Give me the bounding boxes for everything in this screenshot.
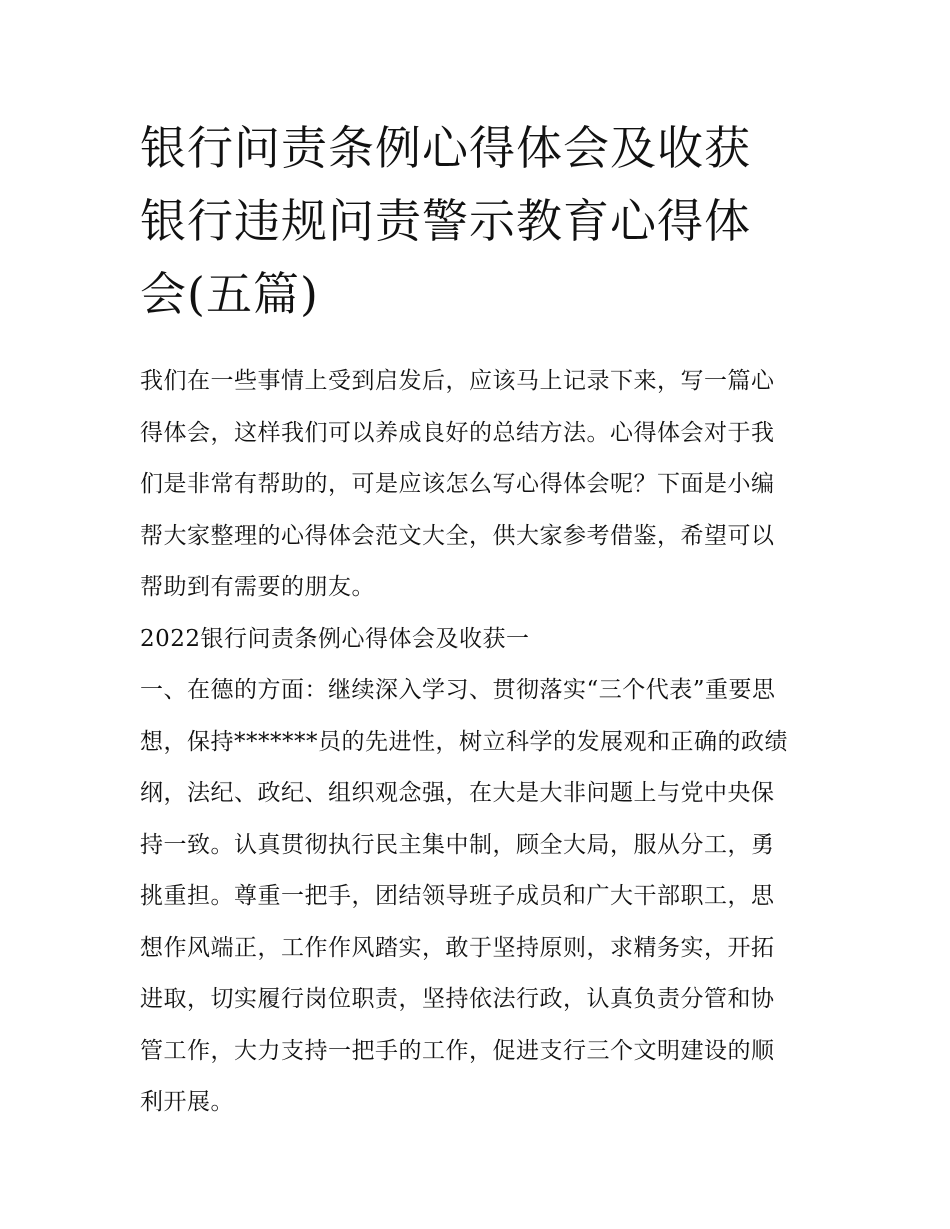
document-title bbox=[140, 112, 820, 331]
document-body bbox=[140, 356, 815, 1129]
title-line: 银行问责条例心得体会及收获 bbox=[140, 121, 751, 175]
text-line: 管工作，大力支持一把手的工作，促进支行三个文明建设的顺 bbox=[140, 1037, 775, 1064]
text-line: 利开展。 bbox=[140, 1089, 234, 1115]
text-line: 纲，法纪、政纪、组织观念强，在大是大非问题上与党中央保 bbox=[140, 780, 775, 806]
text-line: 挑重担。尊重一把手，团结领导班子成员和广大干部职工，思 bbox=[140, 883, 775, 909]
title-line: 会(五篇) bbox=[140, 267, 319, 321]
text-line: 我们在一些事情上受到启发后，应该马上记录下来，写一篇心 bbox=[140, 368, 775, 394]
section-heading bbox=[140, 614, 815, 666]
text-line: 一、在德的方面：继续深入学习、贯彻落实“三个代表”重要思 bbox=[140, 677, 776, 703]
section-paragraph bbox=[140, 665, 815, 1129]
section-heading-text: 2022银行问责条例心得体会及收获一 bbox=[140, 625, 530, 652]
text-line: 想，保持*******员的先进性，树立科学的发展观和正确的政绩 bbox=[140, 728, 788, 755]
intro-paragraph bbox=[140, 356, 815, 614]
text-line: 持一致。认真贯彻执行民主集中制，顾全大局，服从分工，勇 bbox=[140, 831, 775, 858]
text-line: 们是非常有帮助的，可是应该怎么写心得体会呢？下面是小编 bbox=[140, 471, 775, 497]
text-line: 想作风端正，工作作风踏实，敢于坚持原则，求精务实，开拓 bbox=[140, 934, 775, 961]
text-line: 帮助到有需要的朋友。 bbox=[140, 574, 375, 600]
text-line: 得体会，这样我们可以养成良好的总结方法。心得体会对于我 bbox=[140, 419, 775, 446]
title-line: 银行违规问责警示教育心得体 bbox=[140, 194, 751, 248]
text-line: 进取，切实履行岗位职责，坚持依法行政，认真负责分管和协 bbox=[140, 986, 775, 1012]
text-line: 帮大家整理的心得体会范文大全，供大家参考借鉴，希望可以 bbox=[140, 522, 775, 549]
